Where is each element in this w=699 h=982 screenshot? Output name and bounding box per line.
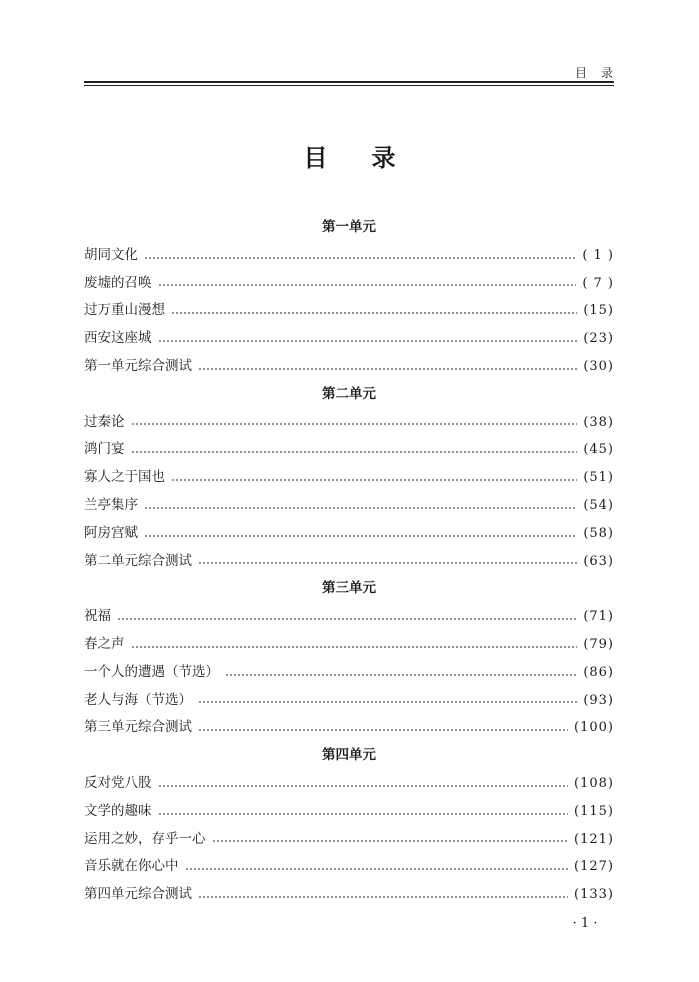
unit-heading: 第二单元 [322,385,376,402]
toc-entry[interactable] [84,659,614,687]
toc-entry[interactable] [84,853,614,881]
toc-entry-page: (86) [583,664,614,680]
toc-entry[interactable] [84,325,614,353]
header-rule-thin [84,85,614,86]
toc-entry-page: (115) [574,803,614,819]
toc-entry-page: (108) [574,775,614,791]
toc-entry-title: 一个人的遭遇（节选） [84,663,219,680]
dot-leader [158,284,577,286]
dot-leader [158,813,569,815]
toc-entry-page: ( 7 ) [582,275,614,291]
dot-leader [212,840,569,842]
toc-entry-title: 阿房宫赋 [84,524,138,541]
toc-entry-title: 西安这座城 [84,330,152,347]
toc-entry-page: ( 1 ) [582,247,614,263]
toc-entry-title: 反对党八股 [84,774,152,791]
page-title-left-char: 目 [303,143,328,172]
page-title-right-char: 录 [371,143,396,172]
toc-entry-page: (121) [574,831,614,847]
dot-leader [144,507,577,509]
unit-heading: 第一单元 [322,219,376,235]
toc-entry-page: (23) [583,331,614,347]
toc-entry-title: 寡人之于国也 [84,469,165,486]
toc-entry[interactable] [84,242,614,270]
dot-leader [144,257,576,259]
toc-entry-page: (30) [583,358,614,374]
toc-entry[interactable] [84,270,614,298]
dot-leader [131,451,578,453]
toc-entry-title: 第四单元综合测试 [84,886,192,903]
toc-entry[interactable] [84,687,614,715]
toc-entry-page: (100) [574,720,614,736]
toc-entry-title: 音乐就在你心中 [84,858,179,875]
toc-entry-page: (127) [574,859,614,875]
toc-entry-page: (63) [583,553,614,569]
header-rule-thick [84,81,614,83]
toc-entry-title: 废墟的召唤 [84,274,152,291]
toc-entry[interactable] [84,603,614,631]
dot-leader [198,896,568,898]
toc-entry-title: 鸿门宴 [84,441,125,458]
dot-leader [198,368,577,370]
toc-entry-title: 第一单元综合测试 [84,357,192,374]
toc-entry-title: 老人与海（节选） [84,691,192,708]
dot-leader [117,618,577,620]
dot-leader [198,701,577,703]
toc-entry-page: (93) [583,692,614,708]
toc-entry-title: 文学的趣味 [84,802,152,819]
toc-entry-title: 春之声 [84,635,125,652]
toc-entry-page: (71) [583,609,614,625]
dot-leader [158,785,569,787]
toc-entry[interactable] [84,520,614,548]
toc-entry-title: 第二单元综合测试 [84,552,192,569]
table-of-contents [84,214,614,909]
toc-entry[interactable] [84,353,614,381]
dot-leader [198,562,577,564]
toc-entry[interactable] [84,826,614,854]
toc-entry[interactable] [84,770,614,798]
dot-leader [131,646,578,648]
toc-entry[interactable] [84,492,614,520]
toc-entry[interactable] [84,881,614,909]
toc-entry-page: (58) [583,525,614,541]
toc-entry[interactable] [84,798,614,826]
toc-entry[interactable] [84,714,614,742]
toc-entry-page: (45) [583,442,614,458]
toc-entry-page: (79) [583,636,614,652]
toc-entry-title: 过秦论 [84,413,125,430]
toc-entry[interactable] [84,631,614,659]
dot-leader [131,423,578,425]
page-number: · 1 · [572,916,598,931]
toc-entry-page: (15) [583,303,614,319]
toc-entry-title: 第三单元综合测试 [84,719,192,736]
dot-leader [171,479,577,481]
dot-leader [185,868,569,870]
dot-leader [158,340,578,342]
dot-leader [225,674,577,676]
toc-entry[interactable] [84,436,614,464]
toc-entry-title: 胡同文化 [84,246,138,263]
unit-heading: 第三单元 [322,580,376,597]
toc-entry-page: (54) [583,497,614,513]
running-head: 目 录 [574,66,614,80]
toc-entry-page: (133) [574,887,614,903]
toc-entry[interactable] [84,464,614,492]
dot-leader [144,535,577,537]
dot-leader [171,312,577,314]
toc-entry-title: 过万重山漫想 [84,302,165,319]
toc-entry-page: (51) [583,470,614,486]
dot-leader [198,729,568,731]
toc-entry[interactable] [84,548,614,576]
toc-entry-page: (38) [583,414,614,430]
toc-entry-title: 运用之妙，存乎一心 [84,830,206,847]
unit-heading: 第四单元 [322,747,376,764]
toc-entry-title: 兰亭集序 [84,496,138,513]
toc-entry[interactable] [84,297,614,325]
toc-entry-title: 祝福 [84,608,111,625]
toc-entry[interactable] [84,409,614,437]
page-title [0,143,699,173]
